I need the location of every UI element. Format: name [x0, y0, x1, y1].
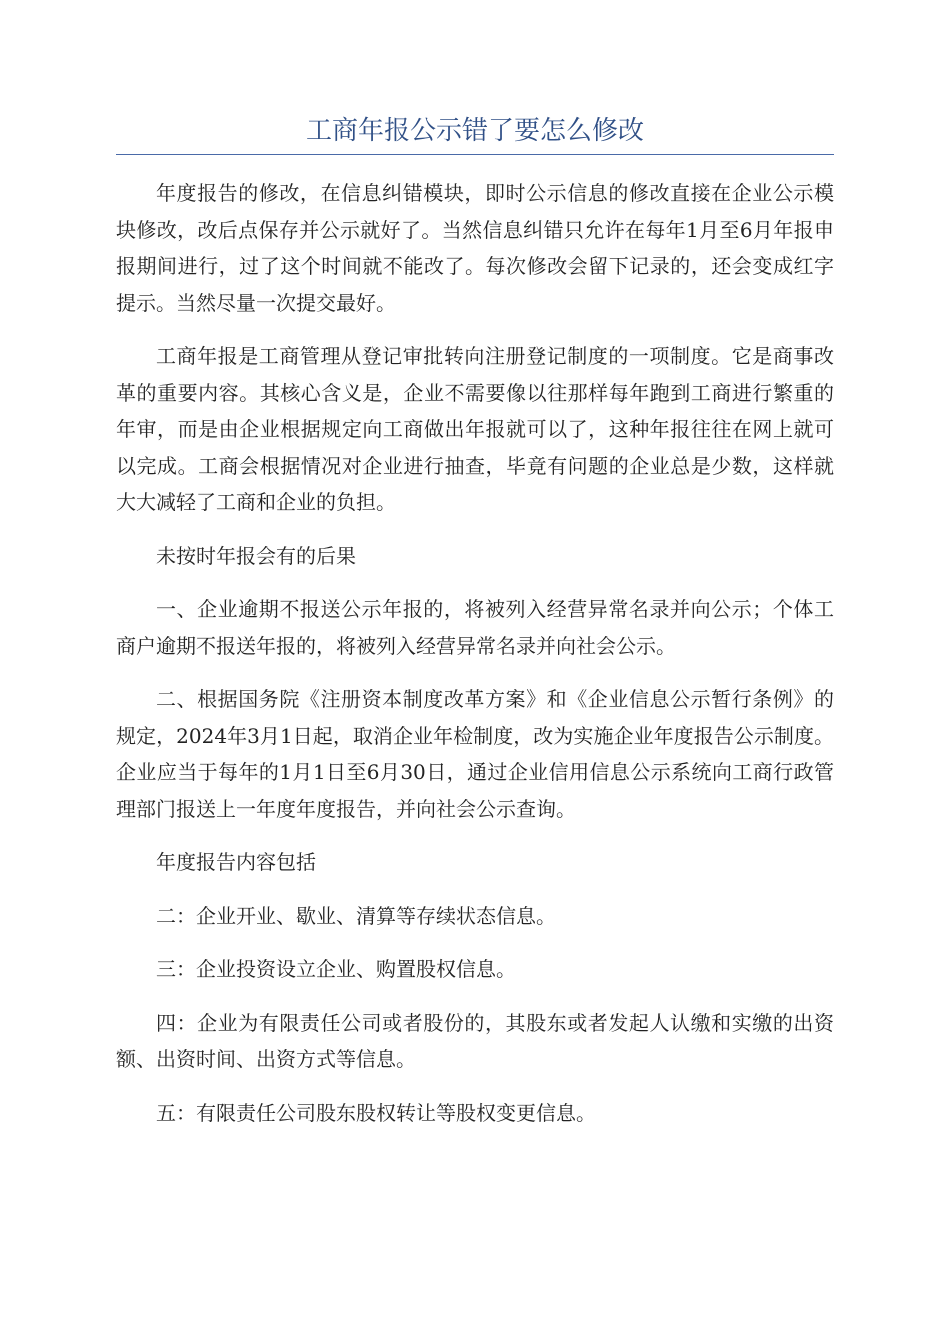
paragraph-6: 年度报告内容包括	[156, 850, 316, 874]
paragraph-8: 三：企业投资设立企业、购置股权信息。	[156, 957, 516, 981]
paragraph-4: 一、企业逾期不报送公示年报的，将被列入经营异常名录并向公示；个体工商户逾期不报送年报的，将被列入经营异常名录并向社会公示。	[116, 597, 834, 658]
paragraph-2: 工商年报是工商管理从登记审批转向注册登记制度的一项制度。它是商事改革的重要内容。其核心含义是，企业不需要像以往那样每年跑到工商进行繁重的年审，而是由企业根据规定向工商做出年报就可以了，这种年报往往在网上就可以完成。工商会根据情况对企业进行抽查，毕竟有问题的企业总是少数，这样就大大减轻了工商和企业的负担。	[116, 344, 834, 514]
paragraph-10: 五：有限责任公司股东股权转让等股权变更信息。	[156, 1100, 596, 1125]
document-title: 工商年报公示错了要怎么修改	[116, 108, 834, 155]
paragraph-1: 年度报告的修改，在信息纠错模块，即时公示信息的修改直接在企业公示模块修改，改后点保存并公示就好了。当然信息纠错只允许在每年1月至6月年报申报期间进行，过了这个时间就不能改了。每次修改会留下记录的，还会变成红字提示。当然尽量一次提交最好。	[116, 181, 834, 315]
paragraph-3: 未按时年报会有的后果	[156, 543, 356, 568]
paragraph-9: 四：企业为有限责任公司或者股份的，其股东或者发起人认缴和实缴的出资额、出资时间、出资方式等信息。	[116, 1010, 834, 1071]
paragraph-7: 二：企业开业、歇业、清算等存续状态信息。	[156, 903, 556, 928]
paragraph-5: 二、根据国务院《注册资本制度改革方案》和《企业信息公示暂行条例》的规定，2024年3月1日起，取消企业年检制度，改为实施企业年度报告公示制度。企业应当于每年的1月1日至6月30日，通过企业信用信息公示系统向工商行政管理部门报送上一年度年度报告，并向社会公示查询。	[116, 687, 834, 821]
document-body	[116, 175, 834, 1148]
